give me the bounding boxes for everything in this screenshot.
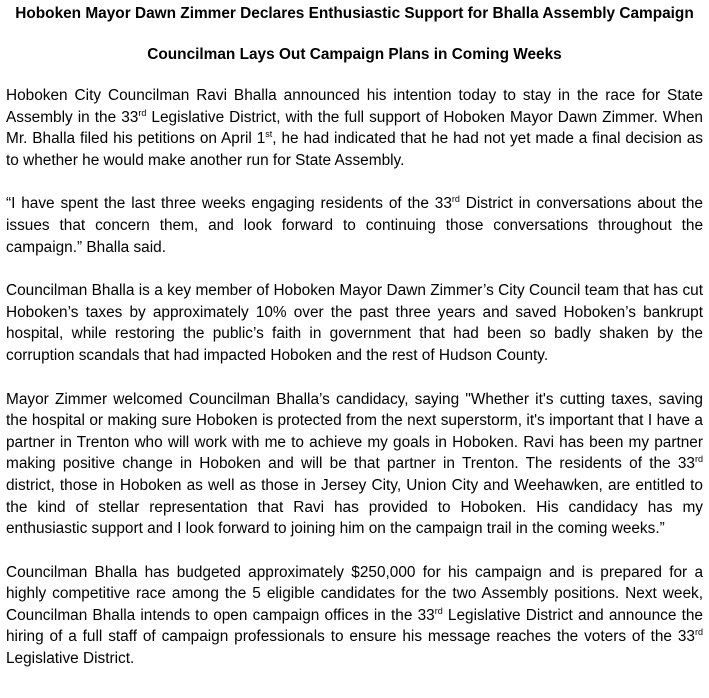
paragraph-text: “I have spent the last three weeks engaging residents of the 33: [6, 195, 452, 213]
paragraph-text: Mayor Zimmer welcomed Councilman Bhalla’s candidacy, saying "Whether it's cutting taxes, saving the hospital or making sure Hoboken is protected from the next superstorm, it's important that I have a partner in Trenton who will work with me to achieve my goals in Hoboken. Ravi has been my partner making positive change in Hoboken and will be that partner in Trenton. The residents of the 33: [6, 390, 703, 473]
paragraph-text: , he had indicated that he had not yet made a final decision as to whether he would make another run for State Assembly.: [6, 130, 703, 169]
paragraph-campaign-plans: [6, 562, 703, 670]
ordinal-suffix: rd: [138, 107, 147, 118]
ordinal-suffix: rd: [434, 605, 443, 616]
ordinal-suffix: rd: [694, 627, 703, 638]
paragraph-mayor-quote: [6, 389, 703, 540]
paragraph-text: Legislative District, with the full support of Hoboken Mayor Dawn Zimmer. When Mr. Bhalla filed his petitions on April 1: [6, 108, 703, 148]
paragraph-text: District in conversations about the issues that concern them, and look forward to continuing those conversations throughout the campaign.” Bhalla said.: [6, 195, 703, 256]
paragraph-text: Legislative District and announce the hiring of a full staff of campaign professionals to ensure his message reaches the voters of the 33: [6, 606, 703, 646]
paragraph-bhalla-quote: [6, 193, 703, 258]
paragraph-text: Councilman Bhalla has budgeted approximately $250,000 for his campaign and is prepared for a highly competitive race among the 5 eligible candidates for the two Assembly positions. Next week, Councilman Bhalla intends to open campaign offices in the 33: [6, 563, 703, 624]
press-release-document: [6, 4, 703, 670]
paragraph-text: Legislative District.: [6, 650, 135, 668]
paragraph-announcement: [6, 85, 703, 171]
document-title: Hoboken Mayor Dawn Zimmer Declares Enthusiastic Support for Bhalla Assembly Campaign: [15, 5, 694, 22]
ordinal-suffix: rd: [451, 194, 460, 205]
paragraph-council-record: [6, 280, 703, 366]
ordinal-suffix: st: [265, 129, 273, 140]
paragraph-text: district, those in Hoboken as well as those in Jersey City, Union City and Weehawken, are entitled to the kind of stellar representation that Ravi has provided to Hoboken. His candidacy has my enthusiastic support and I look forward to joining him on the campaign trail in the coming weeks.”: [6, 476, 703, 538]
paragraph-text: Councilman Bhalla is a key member of Hoboken Mayor Dawn Zimmer’s City Council team that has cut Hoboken’s taxes by approximately 10% over the past three years and saved Hoboken’s bankrupt hospital, while restoring the public’s faith in government that had been so badly shaken by the corruption scandals that had impacted Hoboken and the rest of Hudson County.: [6, 282, 703, 364]
ordinal-suffix: rd: [694, 454, 703, 465]
paragraph-text: Hoboken City Councilman Ravi Bhalla announced his intention today to stay in the race for State Assembly in the 33: [6, 87, 703, 126]
document-subtitle: Councilman Lays Out Campaign Plans in Coming Weeks: [147, 46, 562, 63]
